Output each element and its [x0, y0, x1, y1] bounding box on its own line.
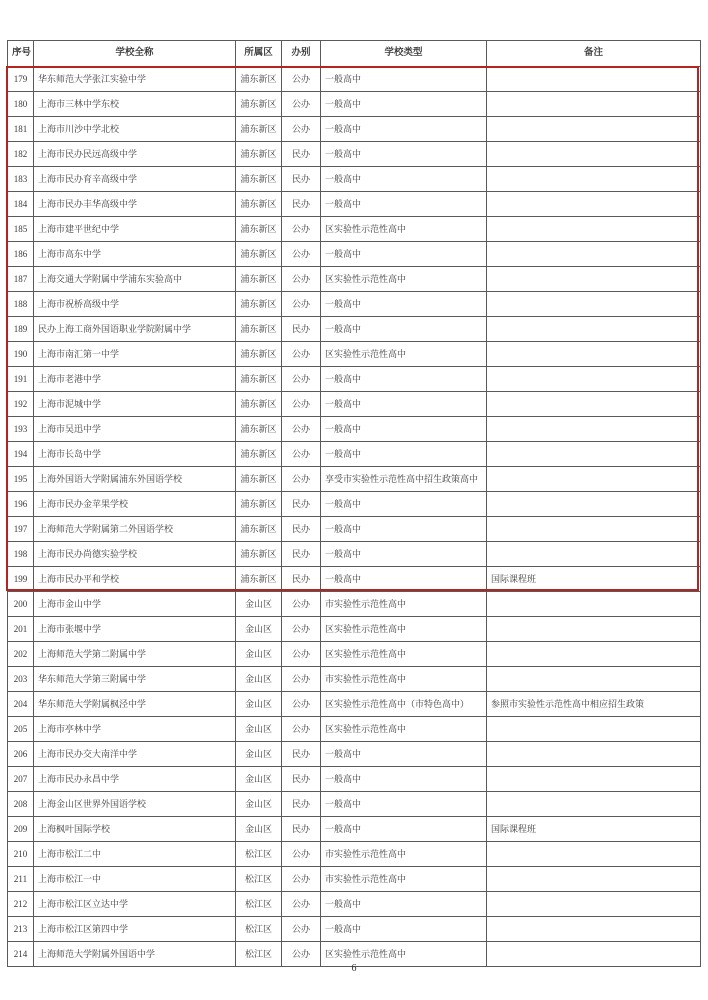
cell-category: 一般高中: [321, 742, 487, 767]
cell-district: 金山区: [236, 692, 282, 717]
cell-name: 上海市三林中学东校: [34, 92, 236, 117]
cell-ownership: 公办: [282, 67, 321, 92]
cell-ownership: 公办: [282, 692, 321, 717]
cell-no: 210: [8, 842, 34, 867]
cell-no: 196: [8, 492, 34, 517]
cell-no: 202: [8, 642, 34, 667]
cell-remark: [487, 592, 701, 617]
cell-category: 区实验性示范性高中: [321, 342, 487, 367]
column-header-district: 所属区: [236, 41, 282, 67]
table-row: [8, 267, 701, 292]
cell-category: 一般高中: [321, 292, 487, 317]
cell-category: 一般高中: [321, 542, 487, 567]
cell-no: 212: [8, 892, 34, 917]
cell-no: 213: [8, 917, 34, 942]
cell-district: 浦东新区: [236, 67, 282, 92]
cell-no: 207: [8, 767, 34, 792]
cell-remark: [487, 842, 701, 867]
column-header-school-type: 学校类型: [321, 41, 487, 67]
cell-category: 一般高中: [321, 917, 487, 942]
cell-category: 一般高中: [321, 492, 487, 517]
cell-name: 上海市民办丰华高级中学: [34, 192, 236, 217]
cell-category: 区实验性示范性高中: [321, 717, 487, 742]
cell-no: 214: [8, 942, 34, 967]
cell-no: 197: [8, 517, 34, 542]
cell-no: 206: [8, 742, 34, 767]
cell-district: 金山区: [236, 642, 282, 667]
cell-name: 上海市高东中学: [34, 242, 236, 267]
cell-remark: [487, 667, 701, 692]
cell-ownership: 民办: [282, 517, 321, 542]
table-row: [8, 767, 701, 792]
cell-no: 189: [8, 317, 34, 342]
table-row: [8, 417, 701, 442]
cell-remark: [487, 917, 701, 942]
cell-ownership: 公办: [282, 892, 321, 917]
cell-ownership: 公办: [282, 417, 321, 442]
cell-category: 一般高中: [321, 517, 487, 542]
cell-name: 上海市松江区第四中学: [34, 917, 236, 942]
table-row: [8, 392, 701, 417]
cell-name: 上海金山区世界外国语学校: [34, 792, 236, 817]
cell-ownership: 民办: [282, 542, 321, 567]
cell-district: 浦东新区: [236, 492, 282, 517]
cell-ownership: 公办: [282, 242, 321, 267]
cell-district: 金山区: [236, 742, 282, 767]
cell-district: 浦东新区: [236, 192, 282, 217]
table-row: [8, 817, 701, 842]
cell-category: 一般高中: [321, 792, 487, 817]
table-row: [8, 617, 701, 642]
header-row: [8, 41, 701, 67]
cell-ownership: 公办: [282, 92, 321, 117]
cell-no: 180: [8, 92, 34, 117]
cell-ownership: 公办: [282, 617, 321, 642]
cell-no: 182: [8, 142, 34, 167]
table-row: [8, 117, 701, 142]
cell-remark: [487, 392, 701, 417]
cell-category: 一般高中: [321, 117, 487, 142]
cell-name: 上海市民办尚德实验学校: [34, 542, 236, 567]
table-body: [8, 67, 701, 967]
cell-ownership: 公办: [282, 467, 321, 492]
cell-category: 市实验性示范性高中: [321, 842, 487, 867]
cell-name: 上海师范大学附属外国语中学: [34, 942, 236, 967]
cell-name: 上海市松江区立达中学: [34, 892, 236, 917]
cell-ownership: 公办: [282, 942, 321, 967]
cell-remark: [487, 167, 701, 192]
cell-name: 华东师范大学附属枫泾中学: [34, 692, 236, 717]
cell-no: 184: [8, 192, 34, 217]
cell-ownership: 公办: [282, 867, 321, 892]
cell-remark: [487, 892, 701, 917]
cell-ownership: 公办: [282, 442, 321, 467]
cell-ownership: 公办: [282, 842, 321, 867]
table-row: [8, 792, 701, 817]
cell-name: 上海市亭林中学: [34, 717, 236, 742]
table-row: [8, 217, 701, 242]
cell-district: 浦东新区: [236, 167, 282, 192]
cell-ownership: 民办: [282, 142, 321, 167]
cell-name: 民办上海工商外国语职业学院附属中学: [34, 317, 236, 342]
cell-ownership: 公办: [282, 117, 321, 142]
cell-ownership: 公办: [282, 342, 321, 367]
cell-no: 198: [8, 542, 34, 567]
cell-ownership: 公办: [282, 217, 321, 242]
table-row: [8, 567, 701, 592]
cell-remark: [487, 867, 701, 892]
cell-ownership: 公办: [282, 292, 321, 317]
cell-name: 上海市民办金苹果学校: [34, 492, 236, 517]
cell-remark: [487, 192, 701, 217]
cell-ownership: 公办: [282, 392, 321, 417]
cell-name: 上海市民办育辛高级中学: [34, 167, 236, 192]
cell-category: 区实验性示范性高中: [321, 217, 487, 242]
cell-ownership: 民办: [282, 492, 321, 517]
cell-remark: 国际课程班: [487, 567, 701, 592]
column-header-no: 序号: [8, 41, 34, 67]
cell-district: 金山区: [236, 667, 282, 692]
table-row: [8, 867, 701, 892]
cell-district: 金山区: [236, 767, 282, 792]
cell-district: 松江区: [236, 917, 282, 942]
school-table-container: [7, 40, 700, 967]
table-row: [8, 517, 701, 542]
cell-category: 区实验性示范性高中（市特色高中）: [321, 692, 487, 717]
cell-remark: [487, 742, 701, 767]
cell-name: 上海市建平世纪中学: [34, 217, 236, 242]
cell-remark: [487, 92, 701, 117]
cell-ownership: 公办: [282, 267, 321, 292]
cell-district: 松江区: [236, 892, 282, 917]
table-row: [8, 692, 701, 717]
cell-district: 浦东新区: [236, 92, 282, 117]
cell-name: 上海市松江二中: [34, 842, 236, 867]
cell-category: 一般高中: [321, 817, 487, 842]
cell-no: 200: [8, 592, 34, 617]
cell-remark: [487, 617, 701, 642]
cell-remark: [487, 492, 701, 517]
cell-no: 191: [8, 367, 34, 392]
cell-remark: [487, 342, 701, 367]
table-row: [8, 592, 701, 617]
cell-name: 华东师范大学张江实验中学: [34, 67, 236, 92]
cell-district: 浦东新区: [236, 342, 282, 367]
cell-remark: [487, 217, 701, 242]
cell-district: 浦东新区: [236, 292, 282, 317]
cell-district: 金山区: [236, 817, 282, 842]
table-row: [8, 442, 701, 467]
cell-no: 211: [8, 867, 34, 892]
cell-name: 上海市民办民远高级中学: [34, 142, 236, 167]
cell-name: 上海市张堰中学: [34, 617, 236, 642]
table-header: [8, 41, 701, 67]
cell-remark: [487, 642, 701, 667]
cell-category: 区实验性示范性高中: [321, 942, 487, 967]
cell-no: 205: [8, 717, 34, 742]
cell-remark: [487, 67, 701, 92]
cell-district: 浦东新区: [236, 117, 282, 142]
cell-no: 186: [8, 242, 34, 267]
cell-no: 188: [8, 292, 34, 317]
cell-remark: [487, 267, 701, 292]
table-row: [8, 367, 701, 392]
cell-ownership: 公办: [282, 917, 321, 942]
cell-category: 一般高中: [321, 192, 487, 217]
cell-district: 浦东新区: [236, 217, 282, 242]
cell-no: 179: [8, 67, 34, 92]
cell-category: 区实验性示范性高中: [321, 642, 487, 667]
cell-no: 190: [8, 342, 34, 367]
table-row: [8, 917, 701, 942]
cell-category: 一般高中: [321, 67, 487, 92]
cell-name: 上海市金山中学: [34, 592, 236, 617]
cell-district: 浦东新区: [236, 392, 282, 417]
cell-category: 一般高中: [321, 92, 487, 117]
cell-name: 上海市泥城中学: [34, 392, 236, 417]
table-row: [8, 667, 701, 692]
column-header-ownership: 办别: [282, 41, 321, 67]
cell-name: 上海市民办交大南洋中学: [34, 742, 236, 767]
cell-category: 市实验性示范性高中: [321, 667, 487, 692]
cell-remark: [487, 467, 701, 492]
cell-district: 浦东新区: [236, 267, 282, 292]
cell-district: 浦东新区: [236, 567, 282, 592]
cell-district: 浦东新区: [236, 442, 282, 467]
school-list-table: [7, 40, 701, 967]
cell-district: 松江区: [236, 867, 282, 892]
cell-name: 上海市川沙中学北校: [34, 117, 236, 142]
table-row: [8, 492, 701, 517]
table-row: [8, 742, 701, 767]
cell-remark: [487, 717, 701, 742]
cell-district: 浦东新区: [236, 367, 282, 392]
cell-category: 区实验性示范性高中: [321, 617, 487, 642]
cell-ownership: 公办: [282, 367, 321, 392]
cell-ownership: 公办: [282, 717, 321, 742]
cell-category: 一般高中: [321, 367, 487, 392]
cell-category: 一般高中: [321, 242, 487, 267]
table-row: [8, 542, 701, 567]
cell-remark: [487, 417, 701, 442]
table-row: [8, 717, 701, 742]
cell-remark: [487, 317, 701, 342]
cell-category: 市实验性示范性高中: [321, 867, 487, 892]
cell-category: 一般高中: [321, 392, 487, 417]
table-row: [8, 192, 701, 217]
cell-name: 上海枫叶国际学校: [34, 817, 236, 842]
cell-ownership: 民办: [282, 817, 321, 842]
cell-ownership: 民办: [282, 192, 321, 217]
cell-ownership: 公办: [282, 592, 321, 617]
cell-name: 上海市长岛中学: [34, 442, 236, 467]
table-row: [8, 342, 701, 367]
cell-name: 上海市民办永昌中学: [34, 767, 236, 792]
cell-category: 享受市实验性示范性高中招生政策高中: [321, 467, 487, 492]
cell-category: 一般高中: [321, 892, 487, 917]
cell-category: 一般高中: [321, 442, 487, 467]
table-row: [8, 467, 701, 492]
table-row: [8, 67, 701, 92]
cell-remark: 参照市实验性示范性高中相应招生政策: [487, 692, 701, 717]
cell-no: 204: [8, 692, 34, 717]
column-header-remark: 备注: [487, 41, 701, 67]
cell-district: 金山区: [236, 717, 282, 742]
page-number: 6: [351, 963, 357, 974]
cell-district: 浦东新区: [236, 517, 282, 542]
cell-district: 松江区: [236, 842, 282, 867]
cell-no: 181: [8, 117, 34, 142]
table-row: [8, 142, 701, 167]
cell-district: 浦东新区: [236, 417, 282, 442]
cell-no: 183: [8, 167, 34, 192]
table-row: [8, 642, 701, 667]
cell-remark: [487, 117, 701, 142]
cell-category: 区实验性示范性高中: [321, 267, 487, 292]
cell-district: 浦东新区: [236, 142, 282, 167]
cell-district: 金山区: [236, 617, 282, 642]
cell-name: 上海市祝桥高级中学: [34, 292, 236, 317]
cell-district: 松江区: [236, 942, 282, 967]
cell-category: 一般高中: [321, 417, 487, 442]
cell-ownership: 公办: [282, 642, 321, 667]
cell-category: 一般高中: [321, 317, 487, 342]
cell-category: 一般高中: [321, 567, 487, 592]
table-row: [8, 167, 701, 192]
cell-remark: 国际课程班: [487, 817, 701, 842]
cell-no: 185: [8, 217, 34, 242]
cell-district: 浦东新区: [236, 467, 282, 492]
cell-remark: [487, 767, 701, 792]
cell-remark: [487, 142, 701, 167]
table-row: [8, 842, 701, 867]
cell-no: 194: [8, 442, 34, 467]
cell-district: 浦东新区: [236, 317, 282, 342]
cell-no: 192: [8, 392, 34, 417]
cell-no: 209: [8, 817, 34, 842]
cell-no: 208: [8, 792, 34, 817]
cell-remark: [487, 792, 701, 817]
cell-remark: [487, 292, 701, 317]
cell-no: 203: [8, 667, 34, 692]
cell-remark: [487, 242, 701, 267]
cell-no: 201: [8, 617, 34, 642]
cell-no: 193: [8, 417, 34, 442]
cell-name: 上海师范大学附属第二外国语学校: [34, 517, 236, 542]
cell-ownership: 民办: [282, 742, 321, 767]
cell-remark: [487, 517, 701, 542]
table-row: [8, 292, 701, 317]
cell-category: 一般高中: [321, 142, 487, 167]
cell-no: 199: [8, 567, 34, 592]
table-row: [8, 92, 701, 117]
cell-name: 上海市南汇第一中学: [34, 342, 236, 367]
cell-ownership: 民办: [282, 792, 321, 817]
cell-ownership: 公办: [282, 667, 321, 692]
table-row: [8, 317, 701, 342]
cell-name: 华东师范大学第三附属中学: [34, 667, 236, 692]
cell-ownership: 民办: [282, 767, 321, 792]
cell-district: 浦东新区: [236, 542, 282, 567]
cell-ownership: 民办: [282, 167, 321, 192]
cell-remark: [487, 367, 701, 392]
cell-no: 195: [8, 467, 34, 492]
cell-name: 上海市松江一中: [34, 867, 236, 892]
cell-category: 一般高中: [321, 167, 487, 192]
cell-name: 上海市民办平和学校: [34, 567, 236, 592]
cell-no: 187: [8, 267, 34, 292]
cell-remark: [487, 442, 701, 467]
cell-name: 上海师范大学第二附属中学: [34, 642, 236, 667]
cell-name: 上海外国语大学附属浦东外国语学校: [34, 467, 236, 492]
cell-name: 上海市吴迅中学: [34, 417, 236, 442]
column-header-school-name: 学校全称: [34, 41, 236, 67]
table-row: [8, 892, 701, 917]
cell-remark: [487, 542, 701, 567]
cell-district: 浦东新区: [236, 242, 282, 267]
table-row: [8, 242, 701, 267]
cell-category: 一般高中: [321, 767, 487, 792]
cell-name: 上海交通大学附属中学浦东实验高中: [34, 267, 236, 292]
cell-name: 上海市老港中学: [34, 367, 236, 392]
cell-ownership: 民办: [282, 317, 321, 342]
cell-district: 金山区: [236, 592, 282, 617]
cell-ownership: 民办: [282, 567, 321, 592]
cell-category: 市实验性示范性高中: [321, 592, 487, 617]
cell-district: 金山区: [236, 792, 282, 817]
